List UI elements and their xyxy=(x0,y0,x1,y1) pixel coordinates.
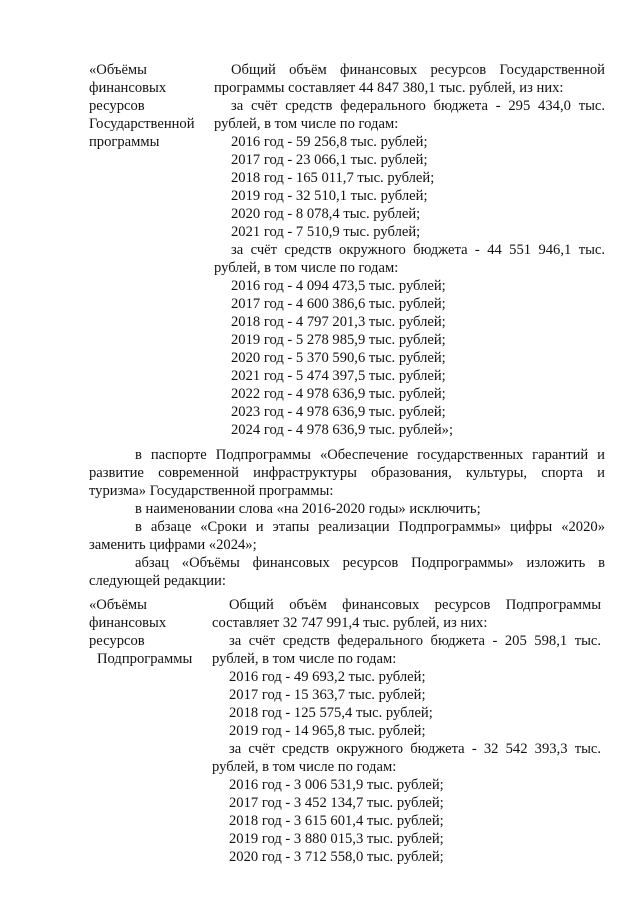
year-amount: 2021 год - 5 474 397,5 тыс. рублей; xyxy=(231,368,446,384)
year-amount: 2019 год - 14 965,8 тыс. рублей; xyxy=(229,723,426,739)
paragraph-line: в наименовании слова «на 2016-2020 годы» исключить; xyxy=(135,501,481,517)
label-line: ресурсов xyxy=(89,98,145,114)
year-amount: 2018 год - 4 797 201,3 тыс. рублей; xyxy=(231,314,446,330)
total-amount-line: Общий объём финансовых ресурсов Государственной xyxy=(231,62,605,78)
paragraph-line: в паспорте Подпрограммы «Обеспечение государственных гарантий и xyxy=(135,447,605,463)
year-amount: 2023 год - 4 978 636,9 тыс. рублей; xyxy=(231,404,446,420)
year-amount: 2022 год - 4 978 636,9 тыс. рублей; xyxy=(231,386,446,402)
federal-budget-line: за счёт средств федерального бюджета - 295 434,0 тыс. xyxy=(231,98,605,114)
district-budget-line: за счёт средств окружного бюджета - 32 542 393,3 тыс. xyxy=(229,741,601,757)
paragraph-line: в абзаце «Сроки и этапы реализации Подпрограммы» цифры «2020» xyxy=(135,519,605,535)
district-budget-line: за счёт средств окружного бюджета - 44 551 946,1 тыс. xyxy=(231,242,605,258)
year-amount: 2020 год - 3 712 558,0 тыс. рублей; xyxy=(229,849,444,865)
year-amount: 2019 год - 5 278 985,9 тыс. рублей; xyxy=(231,332,446,348)
year-amount: 2020 год - 5 370 590,6 тыс. рублей; xyxy=(231,350,446,366)
total-amount-line: программы составляет 44 847 380,1 тыс. рублей, из них: xyxy=(214,80,564,96)
label-line: финансовых xyxy=(89,615,167,631)
year-amount: 2018 год - 125 575,4 тыс. рублей; xyxy=(229,705,433,721)
label-line: «Объёмы xyxy=(89,62,147,78)
paragraph-line: туризма» Государственной программы: xyxy=(89,483,334,499)
year-amount: 2020 год - 8 078,4 тыс. рублей; xyxy=(231,206,421,222)
label-line: финансовых xyxy=(89,80,167,96)
label-line: ресурсов xyxy=(89,633,145,649)
paragraph-line: следующей редакции: xyxy=(89,573,226,589)
total-amount-line: Общий объём финансовых ресурсов Подпрограммы xyxy=(229,597,601,613)
label-line: «Объёмы xyxy=(89,597,147,613)
district-budget-line: рублей, в том числе по годам: xyxy=(214,260,399,276)
federal-budget-line: рублей, в том числе по годам: xyxy=(214,116,399,132)
year-amount: 2024 год - 4 978 636,9 тыс. рублей»; xyxy=(231,422,454,438)
year-amount: 2016 год - 3 006 531,9 тыс. рублей; xyxy=(229,777,444,793)
year-amount: 2016 год - 59 256,8 тыс. рублей; xyxy=(231,134,428,150)
paragraph-line: абзац «Объёмы финансовых ресурсов Подпрограммы» изложить в xyxy=(135,555,605,571)
label-line: Государственной xyxy=(89,116,195,132)
federal-budget-line: рублей, в том числе по годам: xyxy=(212,651,397,667)
year-amount: 2016 год - 49 693,2 тыс. рублей; xyxy=(229,669,426,685)
year-amount: 2018 год - 165 011,7 тыс. рублей; xyxy=(231,170,435,186)
year-amount: 2017 год - 15 363,7 тыс. рублей; xyxy=(229,687,426,703)
year-amount: 2021 год - 7 510,9 тыс. рублей; xyxy=(231,224,421,240)
year-amount: 2017 год - 3 452 134,7 тыс. рублей; xyxy=(229,795,444,811)
year-amount: 2017 год - 4 600 386,6 тыс. рублей; xyxy=(231,296,446,312)
label-line: программы xyxy=(89,134,160,150)
year-amount: 2018 год - 3 615 601,4 тыс. рублей; xyxy=(229,813,444,829)
federal-budget-line: за счёт средств федерального бюджета - 205 598,1 тыс. xyxy=(229,633,601,649)
paragraph-line: развитие современной инфраструктуры образования, культуры, спорта и xyxy=(89,465,605,481)
total-amount-line: составляет 32 747 991,4 тыс. рублей, из них: xyxy=(212,615,488,631)
label-line: Подпрограммы xyxy=(97,651,193,667)
year-amount: 2019 год - 32 510,1 тыс. рублей; xyxy=(231,188,428,204)
paragraph-line: заменить цифрами «2024»; xyxy=(89,537,257,553)
year-amount: 2016 год - 4 094 473,5 тыс. рублей; xyxy=(231,278,446,294)
year-amount: 2017 год - 23 066,1 тыс. рублей; xyxy=(231,152,428,168)
year-amount: 2019 год - 3 880 015,3 тыс. рублей; xyxy=(229,831,444,847)
district-budget-line: рублей, в том числе по годам: xyxy=(212,759,397,775)
